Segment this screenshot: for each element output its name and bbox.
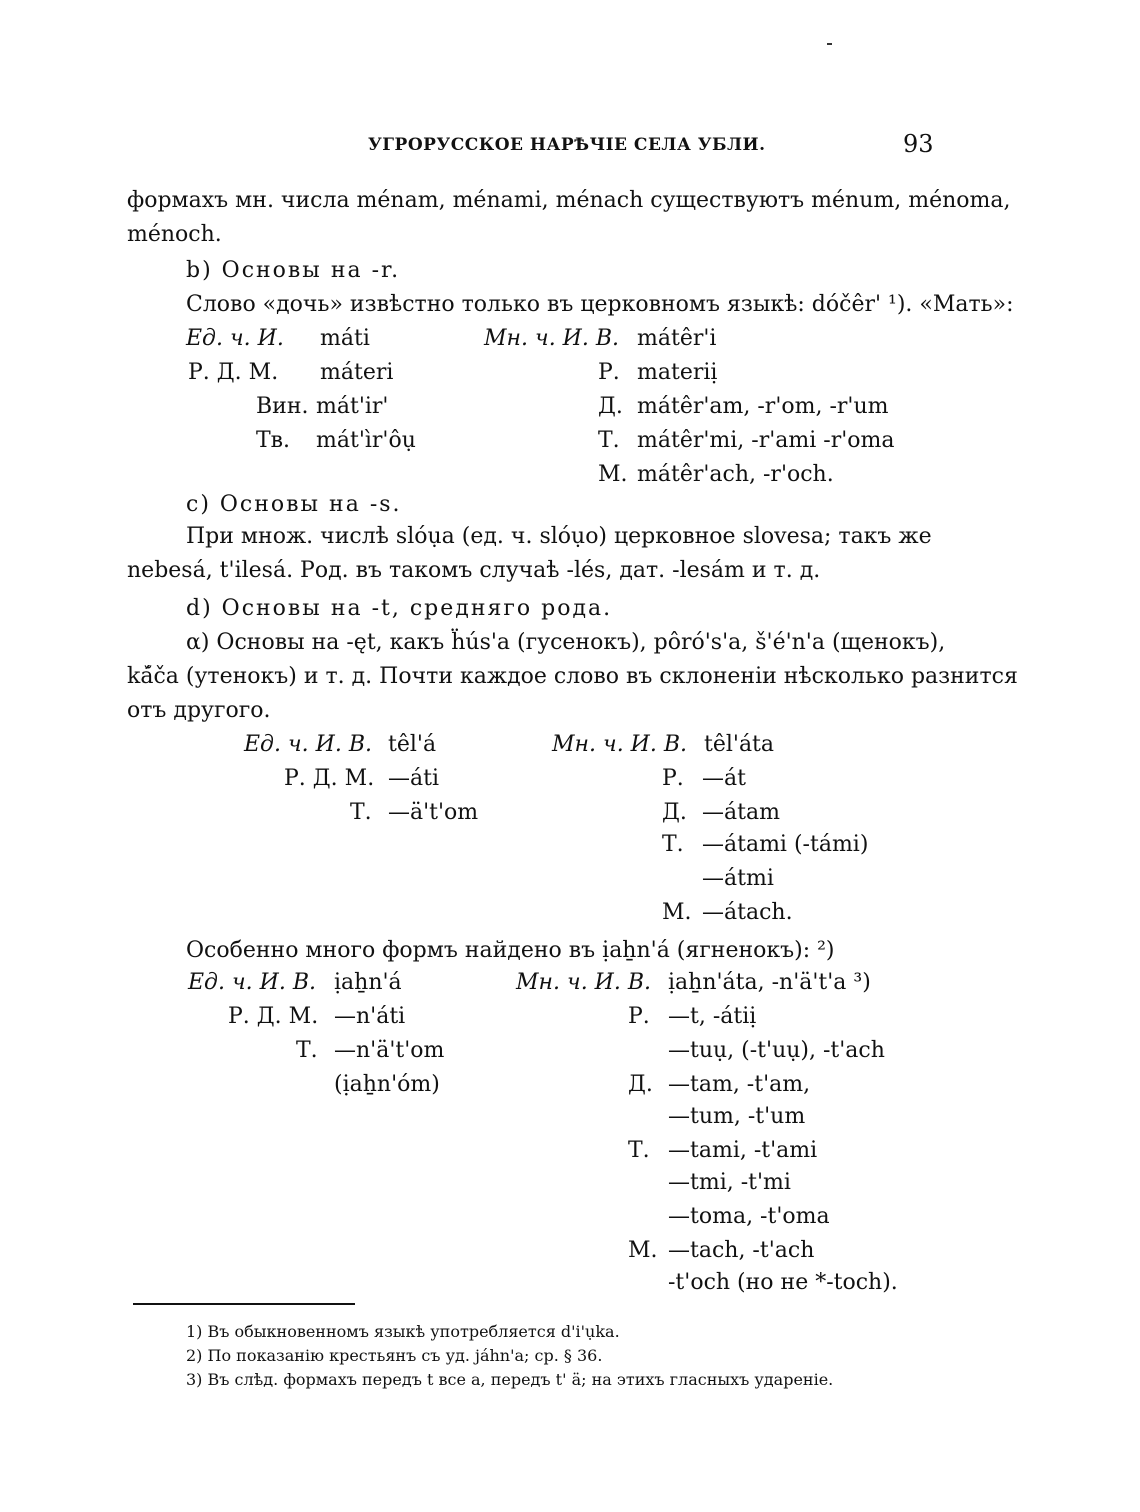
paragraph-line: nebesá, t'ilesá. Род. въ такомъ случаѣ -lés, дат. -lesám и т. д. <box>127 558 821 583</box>
form-cell: mát'ir' <box>316 394 389 419</box>
case-label: Р. Д. М. <box>284 766 375 791</box>
paragraph-line: Особенно много формъ найдено въ ịaẖn'á (ягненокъ): ²) <box>186 938 835 963</box>
form-cell: mátêr'am, -r'om, -r'um <box>637 394 889 419</box>
case-label: Вин. <box>256 394 309 419</box>
case-label: Д. <box>628 1072 653 1097</box>
case-label: Ед. ч. И. В. <box>244 732 372 757</box>
section-heading-c: c) Основы на -s. <box>186 492 402 517</box>
case-label: Р. <box>662 766 684 791</box>
form-cell: —tach, -t'ach <box>668 1238 815 1263</box>
footnote-rule <box>133 1303 355 1305</box>
section-heading-d: d) Основы на -t, средняго рода. <box>186 596 613 621</box>
form-cell: —toma, -t'oma <box>668 1204 830 1229</box>
case-label: Т. <box>296 1038 318 1063</box>
form-cell: —tam, -t'am, <box>668 1072 811 1097</box>
case-label: Тв. <box>256 428 291 453</box>
paragraph-line: При множ. числѣ slóụa (ед. ч. slóụo) церковное slovesa; такъ же <box>186 524 932 549</box>
case-label: Р. <box>598 360 620 385</box>
form-cell: —tum, -t'um <box>668 1104 806 1129</box>
form-cell: máti <box>320 326 370 351</box>
form-cell: —átach. <box>702 900 793 925</box>
form-cell: —ä't'om <box>388 800 479 825</box>
paragraph-line: Слово «дочь» извѣстно только въ церковномъ языкѣ: dóčêr' ¹). «Мать»: <box>186 292 1014 317</box>
case-label: Р. <box>628 1004 650 1029</box>
running-header: УГРОРУССКОЕ НАРѢЧІЕ СЕЛА УБЛИ. <box>368 135 766 155</box>
case-label: Д. <box>598 394 623 419</box>
form-cell: —tuụ, (-t'uụ), -t'ach <box>668 1038 885 1063</box>
scan-speck <box>827 43 832 45</box>
case-label: Т. <box>598 428 620 453</box>
form-cell: —n'áti <box>334 1004 406 1029</box>
case-label: М. <box>662 900 692 925</box>
form-cell: —áti <box>388 766 439 791</box>
form-cell: têl'áta <box>704 732 775 757</box>
case-label: Д. <box>662 800 687 825</box>
case-label: Мн. ч. И. В. <box>484 326 620 351</box>
form-cell: —t, -átiị <box>668 1004 757 1029</box>
form-cell: mátêr'mi, -r'ami -r'oma <box>637 428 895 453</box>
form-cell: ịaẖn'áta, -n'ä't'a ³) <box>668 970 871 995</box>
form-cell: —n'ä't'om <box>334 1038 445 1063</box>
form-cell: mátêr'ach, -r'och. <box>637 462 834 487</box>
form-cell: —át <box>702 766 746 791</box>
footnote-1: 1) Въ обыкновенномъ языкѣ употребляется d'i'ụka. <box>186 1322 620 1341</box>
case-label: Мн. ч. И. В. <box>552 732 688 757</box>
case-label: М. <box>628 1238 658 1263</box>
case-label: Мн. ч. И. В. <box>516 970 652 995</box>
form-cell: mát'ìr'ôụ <box>316 428 416 453</box>
form-cell: (ịaẖn'óm) <box>334 1072 440 1097</box>
paragraph-line: формахъ мн. числа ménam, ménami, ménach существуютъ ménum, ménoma, <box>127 188 1011 213</box>
case-label: Т. <box>350 800 372 825</box>
form-cell: -t'och (но не *-toch). <box>668 1270 898 1295</box>
case-label: Т. <box>628 1138 650 1163</box>
footnote-2: 2) По показанію крестьянъ съ уд. jáhn'a; ср. § 36. <box>186 1346 603 1365</box>
page-number: 93 <box>903 130 934 158</box>
section-heading-b: b) Основы на -r. <box>186 258 401 283</box>
form-cell: materiị <box>637 360 718 385</box>
form-cell: mátêr'i <box>637 326 717 351</box>
footnote-3: 3) Въ слѣд. формахъ передъ t все a, передъ t' ä; на этихъ гласныхъ удареніе. <box>186 1370 834 1389</box>
form-cell: ịaẖn'á <box>334 970 402 995</box>
form-cell: —átam <box>702 800 780 825</box>
paragraph-line: α) Основы на -ęt, какъ ḧús'a (гусенокъ), pôró's'a, š'é'n'a (щенокъ), <box>186 630 946 655</box>
case-label: М. <box>598 462 628 487</box>
case-label: Т. <box>662 832 684 857</box>
paragraph-line: ká̆ča (утенокъ) и т. д. Почти каждое слово въ склоненіи нѣсколько разнится <box>127 664 1018 689</box>
paragraph-line: отъ другого. <box>127 698 271 723</box>
form-cell: —átmi <box>702 866 774 891</box>
form-cell: máteri <box>320 360 394 385</box>
case-label: Ед. ч. И. <box>186 326 284 351</box>
case-label: Р. Д. М. <box>228 1004 319 1029</box>
form-cell: —tami, -t'ami <box>668 1138 818 1163</box>
form-cell: têl'á <box>388 732 437 757</box>
paragraph-line: ménoch. <box>127 222 222 247</box>
form-cell: —átami (-támi) <box>702 832 869 857</box>
case-label: Р. Д. М. <box>188 360 279 385</box>
case-label: Ед. ч. И. В. <box>188 970 316 995</box>
form-cell: —tmi, -t'mi <box>668 1170 791 1195</box>
